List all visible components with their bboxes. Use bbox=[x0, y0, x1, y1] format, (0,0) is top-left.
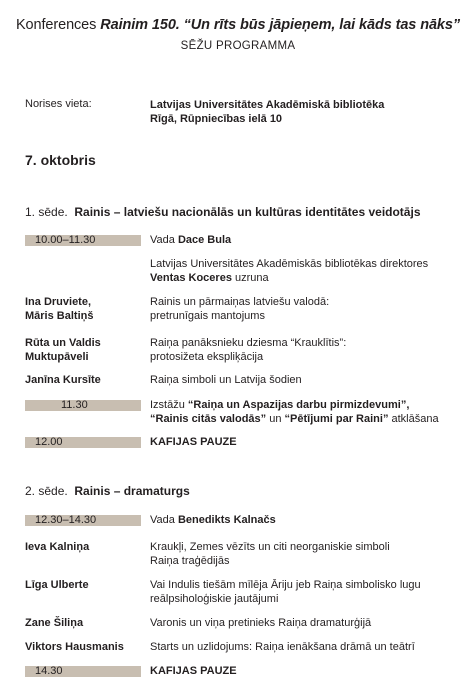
talk-2-title bbox=[150, 336, 470, 364]
venue-value bbox=[150, 98, 384, 126]
talk-6-speaker: Zane Šiliņa bbox=[25, 617, 84, 629]
session-1-label: 1. sēde. bbox=[25, 205, 68, 219]
talk-5-speaker: Līga Ulberte bbox=[25, 579, 89, 591]
talk-line: Vai Indulis tiešām mīlēja Āriju jeb Raiņa simbolisko lugu bbox=[150, 579, 421, 591]
speaker-name: Rūta un Valdis bbox=[25, 337, 101, 349]
title-prefix: Konferences bbox=[15, 17, 101, 33]
talk-line: protosižeta ekspliķācija bbox=[150, 351, 264, 363]
talk-1-speakers bbox=[25, 295, 93, 323]
speaker-name: Māris Baltiņš bbox=[25, 310, 94, 322]
page-title bbox=[0, 17, 476, 33]
venue-label: Norises vieta: bbox=[25, 98, 92, 110]
break-1-time-bar: 12.00 bbox=[25, 437, 141, 448]
opening-suffix: uzruna bbox=[231, 272, 269, 284]
talk-line: Kraukļi, Zemes vēzīts un citi neorganiskie simboli bbox=[150, 541, 390, 553]
exhibit-name-1: “Raiņa un Aspazijas darbu pirmizdevumi”, bbox=[187, 399, 410, 411]
exhibit-line-2 bbox=[150, 412, 470, 426]
session-2-chair bbox=[150, 513, 470, 527]
talk-line: pretrunīgais mantojums bbox=[150, 310, 265, 322]
exhibit-opening bbox=[150, 398, 470, 426]
session-1-time-bar: 10.00–11.30 bbox=[25, 235, 141, 246]
opening-line-1: Latvijas Universitātes Akadēmiskās bibliotēkas direktores bbox=[150, 258, 429, 270]
session-2-time-bar: 12.30–14.30 bbox=[25, 515, 141, 526]
talk-3-speaker: Janīna Kursīte bbox=[25, 374, 101, 386]
opening-name: Ventas Koceres bbox=[150, 272, 232, 284]
session-1-title: Rainis – latviešu nacionālās un kultūras identitātes veidotājs bbox=[74, 205, 421, 219]
exhibit-name-3: “Pētījumi par Raini” bbox=[284, 413, 389, 425]
exhibit-time-bar: 11.30 bbox=[25, 400, 141, 411]
talk-2-speakers bbox=[25, 336, 101, 364]
exhibit-prefix: Izstāžu bbox=[150, 399, 188, 411]
break-2-label: KAFIJAS PAUZE bbox=[150, 665, 237, 677]
chair-prefix: Vada bbox=[150, 234, 178, 246]
session-1-heading bbox=[25, 205, 421, 219]
talk-line: reālpsiholoģiskie jautājumi bbox=[150, 593, 279, 605]
exhibit-mid: un bbox=[266, 413, 285, 425]
opening-line-2 bbox=[150, 271, 470, 285]
break-2-time-bar: 14.30 bbox=[25, 666, 141, 677]
session-2-label: 2. sēde. bbox=[25, 484, 68, 498]
session-2-title: Rainis – dramaturgs bbox=[74, 484, 190, 498]
talk-7-speaker: Viktors Hausmanis bbox=[25, 641, 124, 653]
talk-4-speaker: Ieva Kalniņa bbox=[25, 541, 90, 553]
talk-line: Raiņa panāksnieku dziesma “Krauklītis”: bbox=[150, 337, 347, 349]
talk-4-title bbox=[150, 540, 470, 568]
talk-line: Rainis un pārmaiņas latviešu valodā: bbox=[150, 296, 330, 308]
talk-7-title: Starts un uzlidojums: Raiņa ienākšana drāmā un teātrī bbox=[150, 641, 415, 653]
exhibit-name-2: “Rainis citās valodās” bbox=[150, 413, 267, 425]
talk-5-title bbox=[150, 578, 470, 606]
talk-6-title: Varonis un viņa pretinieks Raiņa dramaturģijā bbox=[150, 617, 372, 629]
talk-3-title: Raiņa simboli un Latvija šodien bbox=[150, 374, 302, 386]
day-heading: 7. oktobris bbox=[25, 152, 96, 168]
exhibit-line-1 bbox=[150, 398, 470, 412]
break-1-label: KAFIJAS PAUZE bbox=[150, 436, 237, 448]
talk-1-title bbox=[150, 295, 470, 323]
title-emphasis: Rainim 150. “Un rīts būs jāpieņem, lai kāds tas nāks” bbox=[100, 17, 460, 33]
speaker-name: Ina Druviete, bbox=[25, 296, 92, 308]
exhibit-suffix: atklāšana bbox=[388, 413, 439, 425]
venue-line-1: Latvijas Universitātes Akadēmiskā bibliotēka bbox=[150, 99, 385, 111]
page-subtitle: SĒŽU PROGRAMMA bbox=[180, 40, 296, 52]
chair-prefix: Vada bbox=[150, 514, 178, 526]
speaker-name: Muktupāveli bbox=[25, 351, 89, 363]
opening-remarks bbox=[150, 257, 470, 285]
venue-line-2: Rīgā, Rūpniecības ielā 10 bbox=[150, 113, 283, 125]
session-1-chair bbox=[150, 233, 470, 247]
session-2-heading bbox=[25, 484, 190, 498]
talk-line: Raiņa traģēdijās bbox=[150, 555, 230, 567]
chair-name: Benedikts Kalnačs bbox=[177, 514, 276, 526]
chair-name: Dace Bula bbox=[177, 234, 232, 246]
